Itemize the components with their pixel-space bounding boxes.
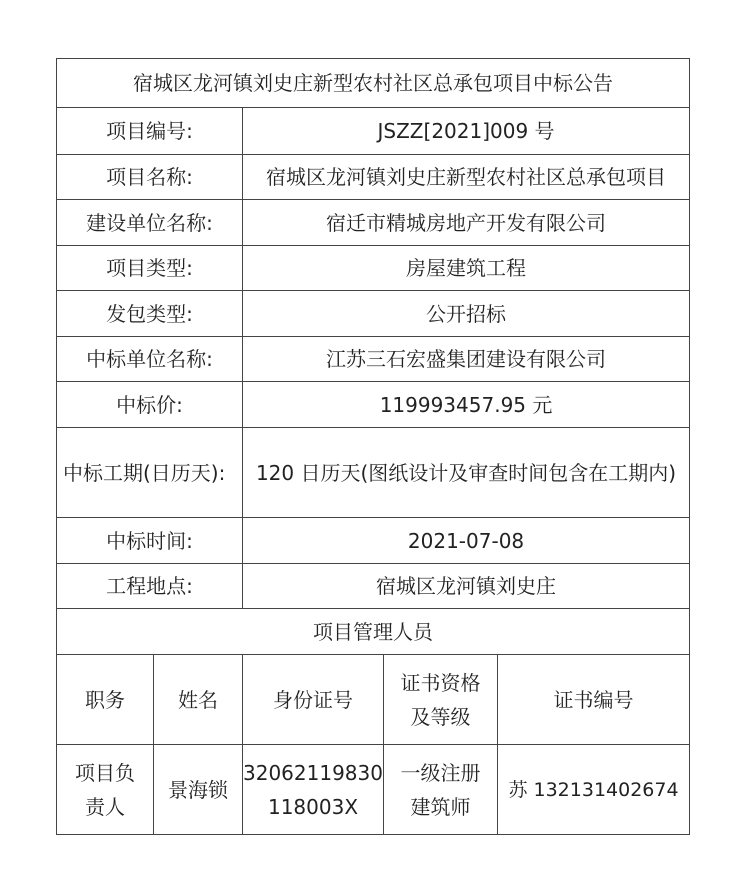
col-header-certificate-number: 证书编号 xyxy=(498,655,690,745)
col-header-name: 姓名 xyxy=(154,655,243,745)
personnel-section-title: 项目管理人员 xyxy=(57,609,690,655)
col-header-id-number: 身份证号 xyxy=(243,655,384,745)
duration-label: 中标工期(日历天): xyxy=(57,428,243,518)
bid-price-label: 中标价: xyxy=(57,382,243,428)
builder-name-label: 建设单位名称: xyxy=(57,200,243,246)
project-number-value: JSZZ[2021]009 号 xyxy=(243,108,690,155)
winner-name-label: 中标单位名称: xyxy=(57,337,243,382)
person-certificate-level: 一级注册建筑师 xyxy=(384,745,498,835)
award-date-label: 中标时间: xyxy=(57,518,243,564)
notice-title: 宿城区龙河镇刘史庄新型农村社区总承包项目中标公告 xyxy=(57,59,690,108)
project-type-label: 项目类型: xyxy=(57,246,243,291)
bid-price-value: 119993457.95 元 xyxy=(243,382,690,428)
project-name-value: 宿城区龙河镇刘史庄新型农村社区总承包项目 xyxy=(243,155,690,200)
person-id-number: 32062119830118003X xyxy=(243,745,384,835)
table-row xyxy=(57,745,690,835)
award-date-value: 2021-07-08 xyxy=(243,518,690,564)
notice-table xyxy=(56,58,690,835)
col-header-certificate-level: 证书资格及等级 xyxy=(384,655,498,745)
project-type-value: 房屋建筑工程 xyxy=(243,246,690,291)
col-header-position: 职务 xyxy=(57,655,154,745)
location-value: 宿城区龙河镇刘史庄 xyxy=(243,564,690,609)
winner-name-value: 江苏三石宏盛集团建设有限公司 xyxy=(243,337,690,382)
contract-type-value: 公开招标 xyxy=(243,291,690,337)
contract-type-label: 发包类型: xyxy=(57,291,243,337)
duration-value: 120 日历天(图纸设计及审查时间包含在工期内) xyxy=(243,428,690,518)
person-name: 景海锁 xyxy=(154,745,243,835)
bid-award-notice xyxy=(56,58,689,835)
person-position: 项目负责人 xyxy=(57,745,154,835)
project-name-label: 项目名称: xyxy=(57,155,243,200)
location-label: 工程地点: xyxy=(57,564,243,609)
person-certificate-number: 苏 132131402674 xyxy=(498,745,690,835)
project-number-label: 项目编号: xyxy=(57,108,243,155)
builder-name-value: 宿迁市精城房地产开发有限公司 xyxy=(243,200,690,246)
